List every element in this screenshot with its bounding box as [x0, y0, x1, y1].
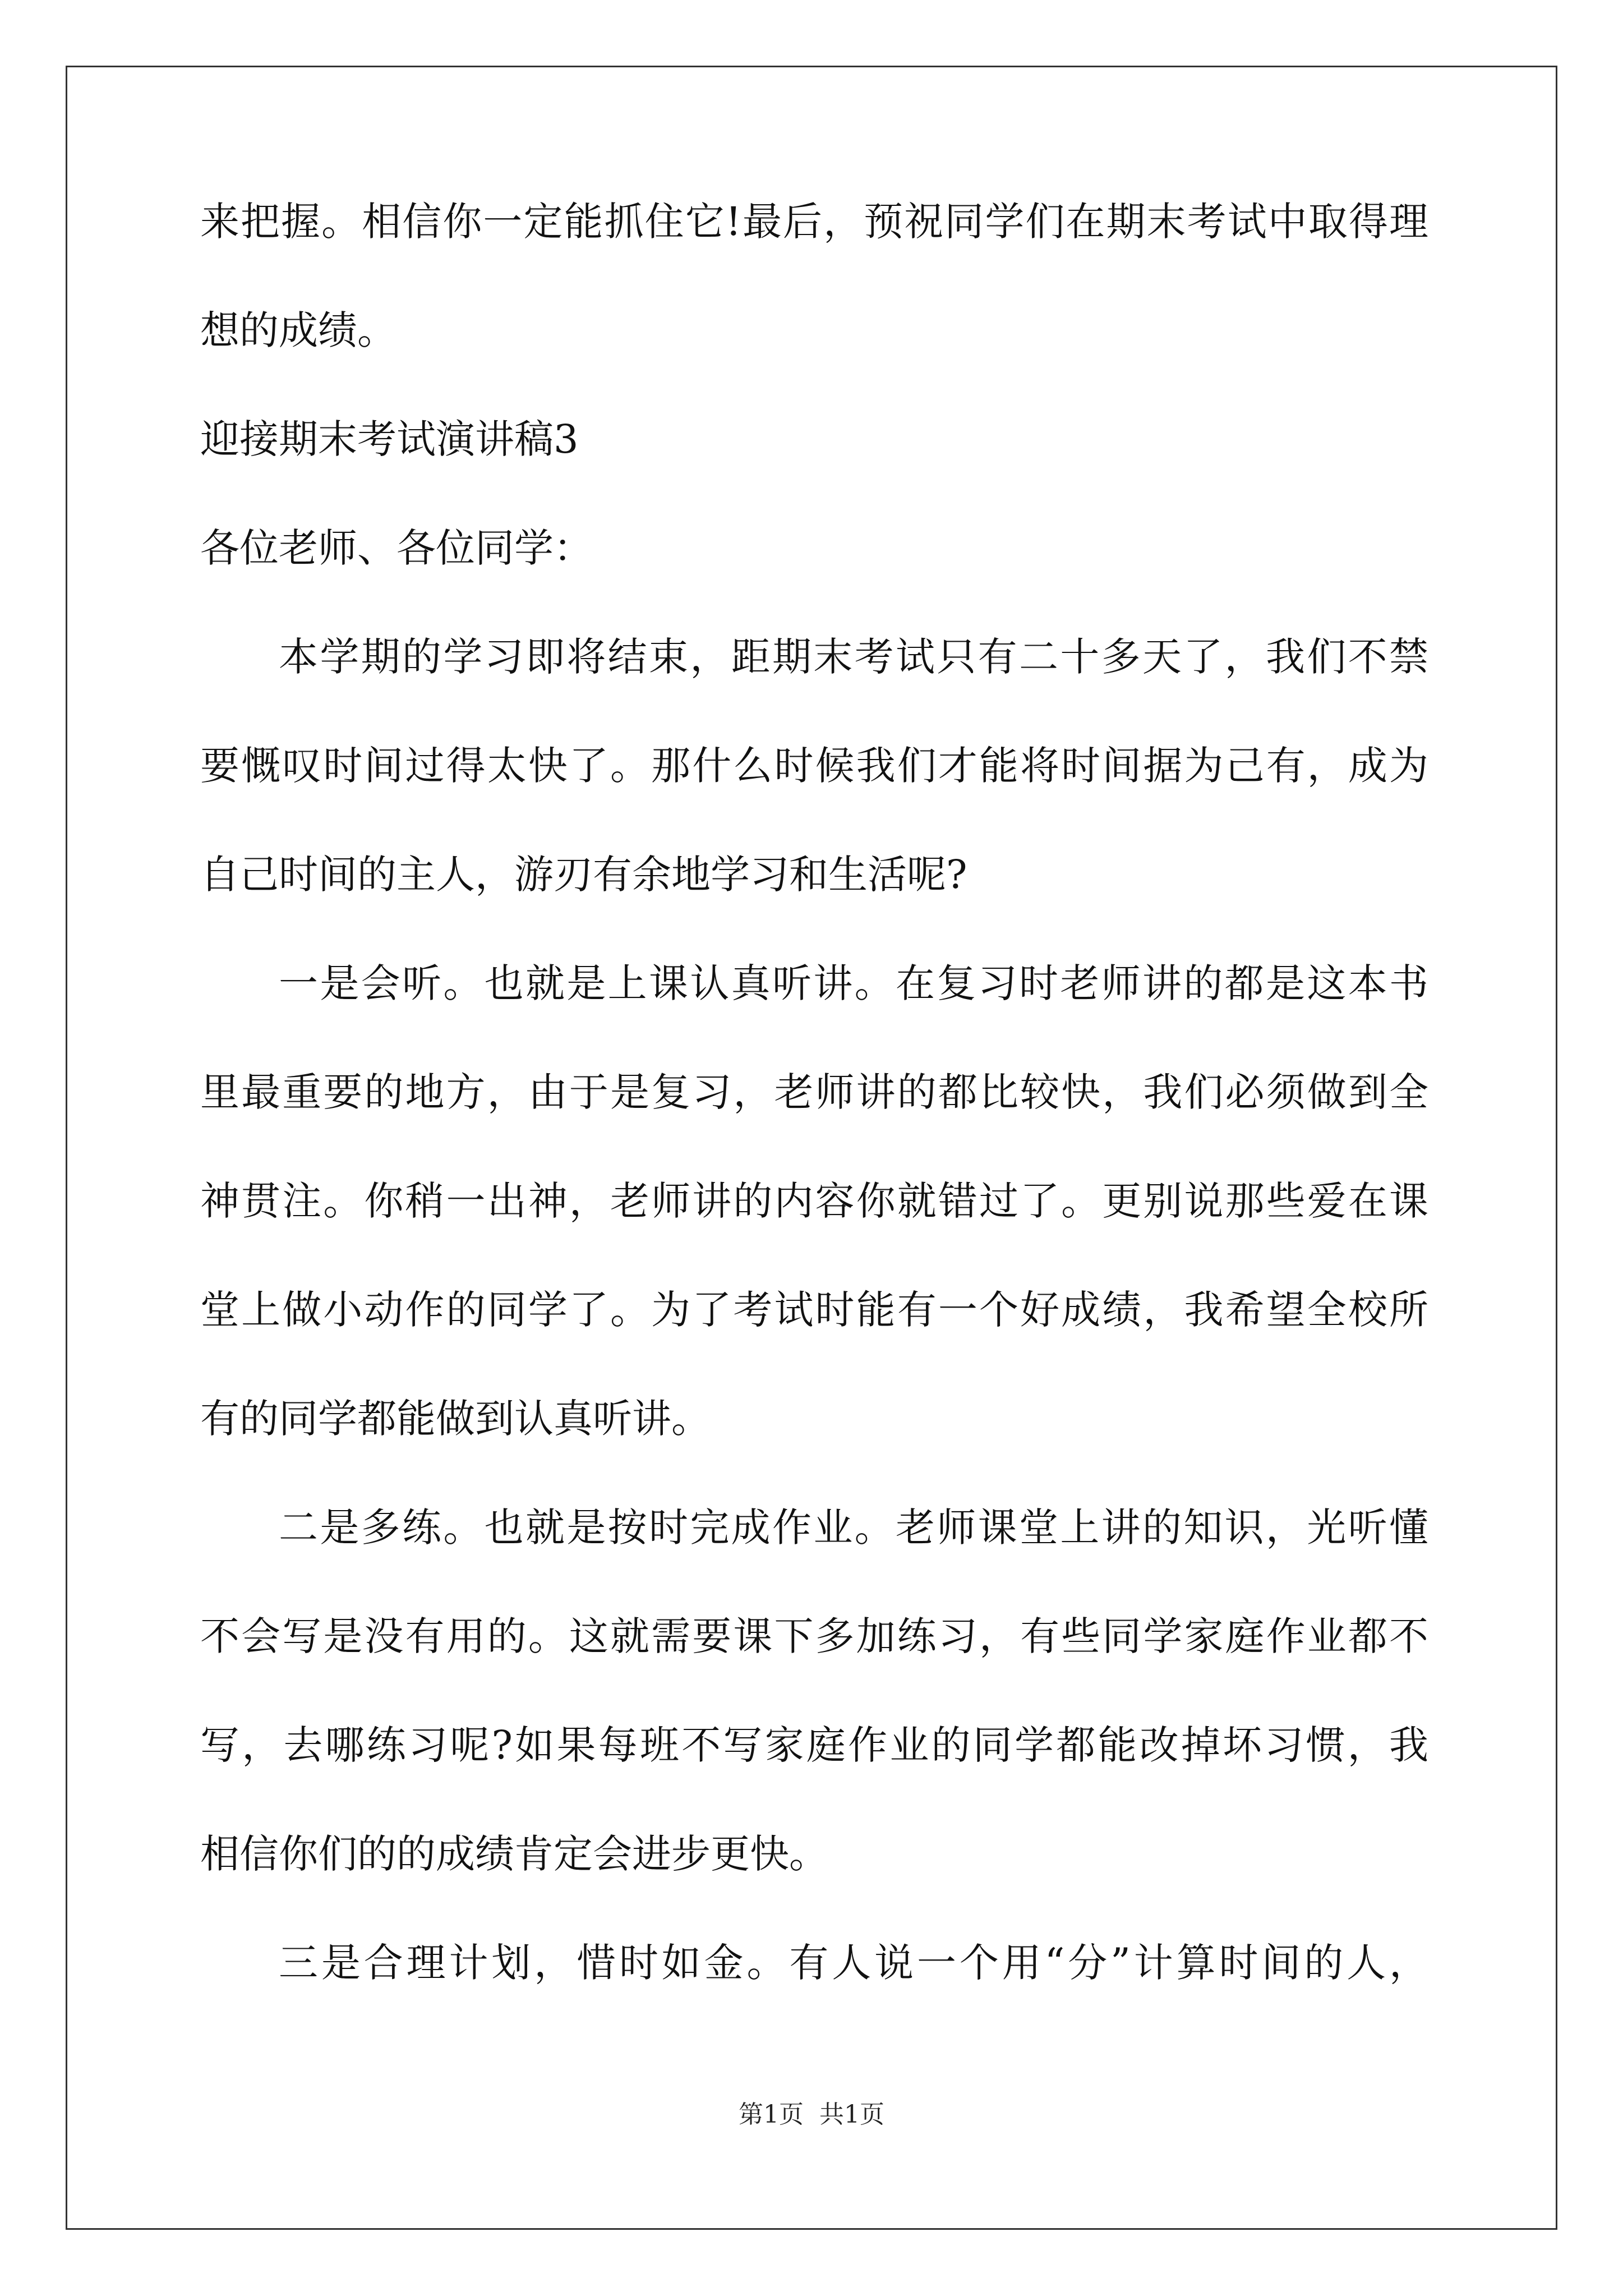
paragraph-line: 要慨叹时间过得太快了。那什么时候我们才能将时间据为己有，成为	[200, 743, 1428, 789]
paragraph-line: 来把握。相信你一定能抓住它!最后，预祝同学们在期末考试中取得理	[200, 199, 1428, 245]
salutation: 各位老师、各位同学：	[200, 525, 593, 571]
paragraph-line: 有的同学都能做到认真听讲。	[200, 1396, 711, 1442]
paragraph-line: 自己时间的主人，游刃有余地学习和生活呢?	[200, 852, 967, 898]
paragraph-line: 想的成绩。	[200, 307, 396, 353]
section-heading: 迎接期末考试演讲稿3	[200, 416, 579, 462]
page-footer: 第1页 共1页	[739, 2100, 884, 2129]
paragraph-line: 三是合理计划，惜时如金。有人说一个用“分”计算时间的人，	[279, 1940, 1428, 1986]
paragraph-line: 相信你们的的成绩肯定会进步更快。	[200, 1831, 828, 1877]
paragraph-line: 堂上做小动作的同学了。为了考试时能有一个好成绩，我希望全校所	[200, 1287, 1428, 1333]
paragraph-line: 二是多练。也就是按时完成作业。老师课堂上讲的知识，光听懂	[279, 1504, 1428, 1550]
paragraph-line: 写，去哪练习呢?如果每班不写家庭作业的同学都能改掉坏习惯，我	[200, 1722, 1428, 1768]
paragraph-line: 本学期的学习即将结束，距期末考试只有二十多天了，我们不禁	[279, 634, 1428, 680]
paragraph-line: 一是会听。也就是上课认真听讲。在复习时老师讲的都是这本书	[279, 960, 1428, 1006]
paragraph-line: 神贯注。你稍一出神，老师讲的内容你就错过了。更别说那些爱在课	[200, 1178, 1428, 1224]
paragraph-line: 不会写是没有用的。这就需要课下多加练习，有些同学家庭作业都不	[200, 1613, 1428, 1659]
paragraph-line: 里最重要的地方，由于是复习，老师讲的都比较快，我们必须做到全	[200, 1069, 1428, 1115]
document-body	[200, 199, 1428, 2049]
